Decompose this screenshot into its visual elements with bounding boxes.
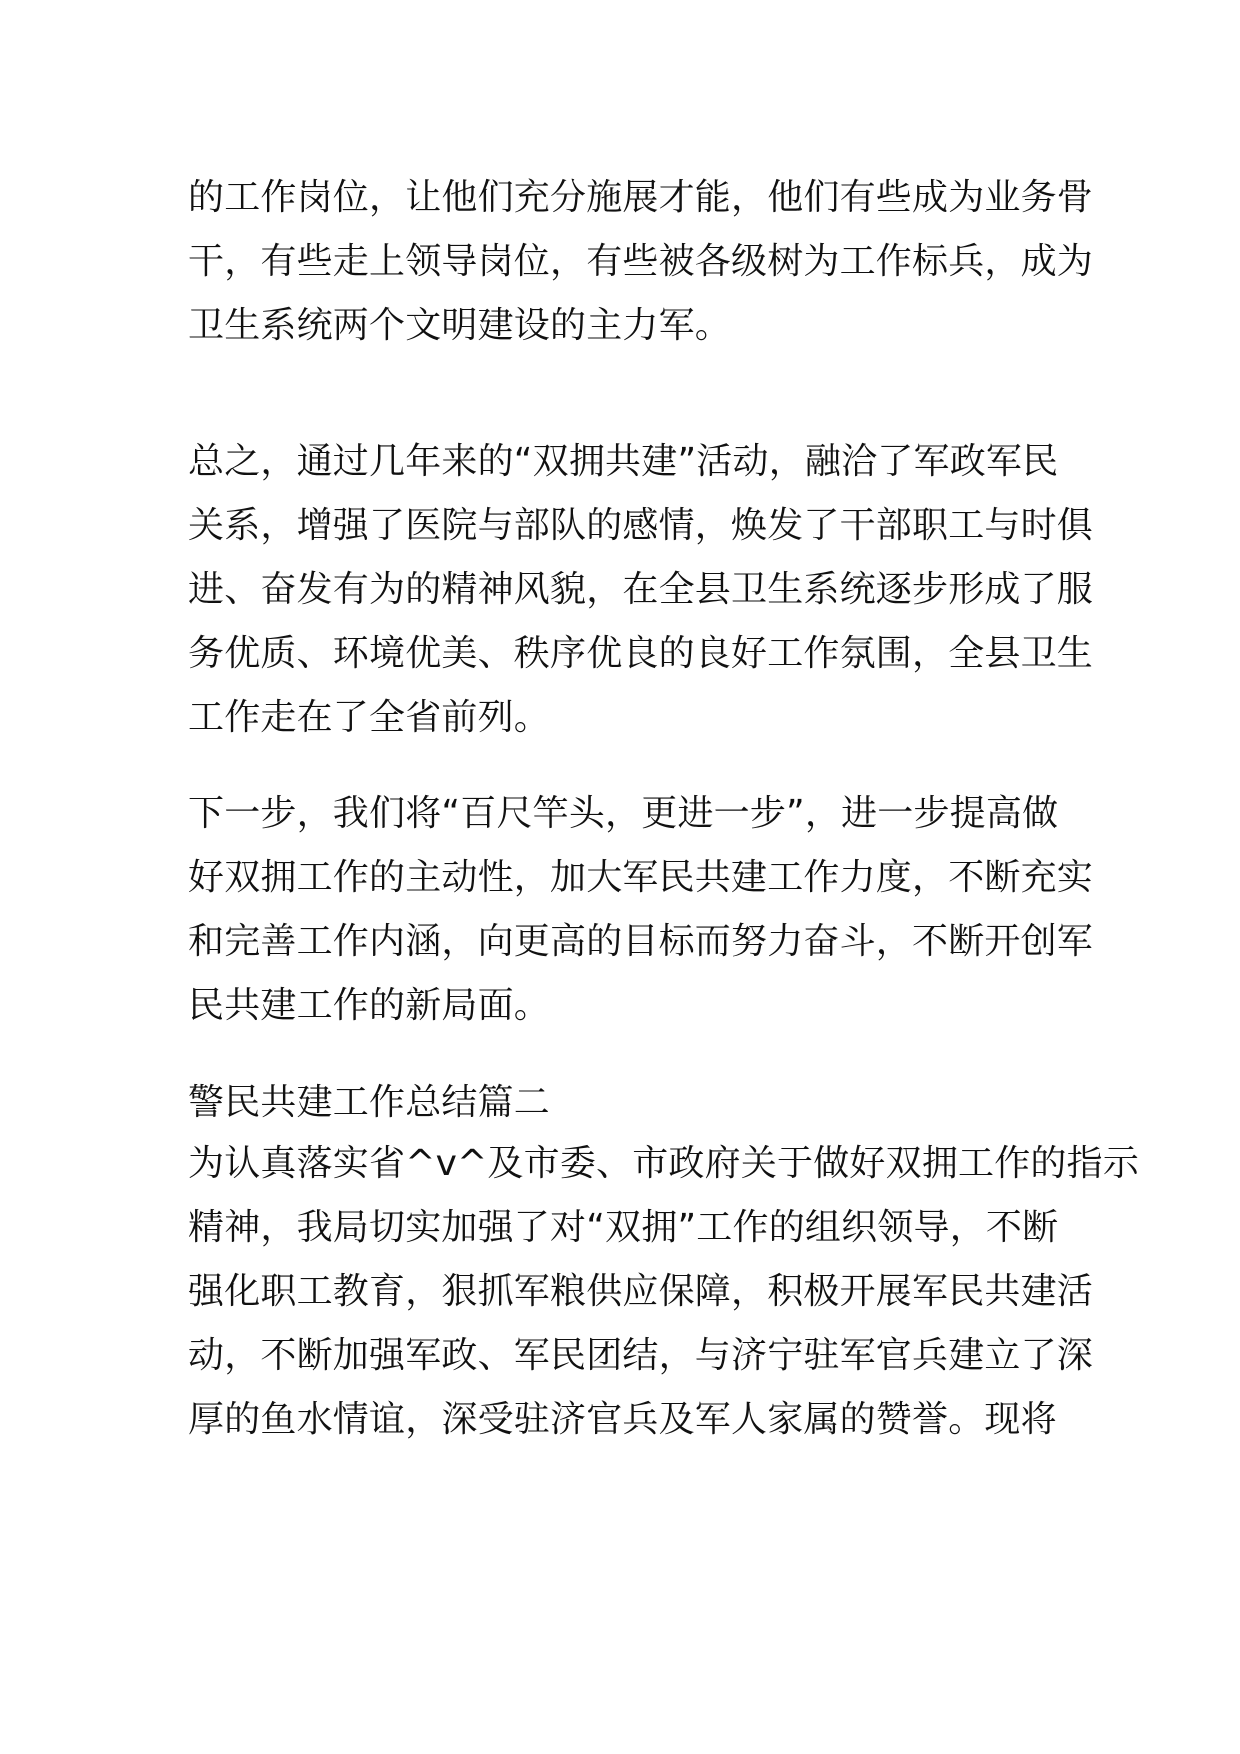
paragraph-3-line-4: 民共建工作的新局面。 <box>188 985 551 1026</box>
paragraph-2 <box>188 430 1094 750</box>
paragraph-4-line-4: 动，不断加强军政、军民团结，与济宁驻军官兵建立了深 <box>188 1335 1094 1376</box>
paragraph-2-line-5: 工作走在了全省前列。 <box>188 697 551 738</box>
paragraph-3 <box>188 782 1094 1038</box>
paragraph-2-line-1: 总之，通过几年来的“双拥共建”活动，融洽了军政军民 <box>188 441 1059 482</box>
paragraph-4 <box>188 1132 1140 1452</box>
paragraph-4-line-2: 精神，我局切实加强了对“双拥”工作的组织领导，不断 <box>188 1207 1059 1248</box>
paragraph-1-line-2: 干，有些走上领导岗位，有些被各级树为工作标兵，成为 <box>188 241 1094 282</box>
paragraph-2-line-4: 务优质、环境优美、秩序优良的良好工作氛围，全县卫生 <box>188 633 1094 674</box>
paragraph-2-line-3: 进、奋发有为的精神风貌，在全县卫生系统逐步形成了服 <box>188 569 1094 610</box>
paragraph-2-line-2: 关系，增强了医院与部队的感情，焕发了干部职工与时俱 <box>188 505 1094 546</box>
paragraph-3-line-3: 和完善工作内涵，向更高的目标而努力奋斗，不断开创军 <box>188 921 1094 962</box>
paragraph-4-line-3: 强化职工教育，狠抓军粮供应保障，积极开展军民共建活 <box>188 1271 1094 1312</box>
paragraph-3-line-2: 好双拥工作的主动性，加大军民共建工作力度，不断充实 <box>188 857 1094 898</box>
paragraph-1-line-1: 的工作岗位，让他们充分施展才能，他们有些成为业务骨 <box>188 177 1094 218</box>
paragraph-4-line-5: 厚的鱼水情谊，深受驻济官兵及军人家属的赞誉。现将 <box>188 1399 1057 1440</box>
paragraph-1 <box>188 166 1094 358</box>
paragraph-1-line-3: 卫生系统两个文明建设的主力军。 <box>188 305 732 346</box>
paragraph-3-line-1: 下一步，我们将“百尺竿头，更进一步”，进一步提高做 <box>188 793 1059 834</box>
section-heading <box>188 1072 1058 1134</box>
paragraph-4-line-1: 为认真落实省^v^及市委、市政府关于做好双拥工作的指示 <box>188 1143 1140 1184</box>
section-heading-text: 警民共建工作总结篇二 <box>188 1082 551 1123</box>
